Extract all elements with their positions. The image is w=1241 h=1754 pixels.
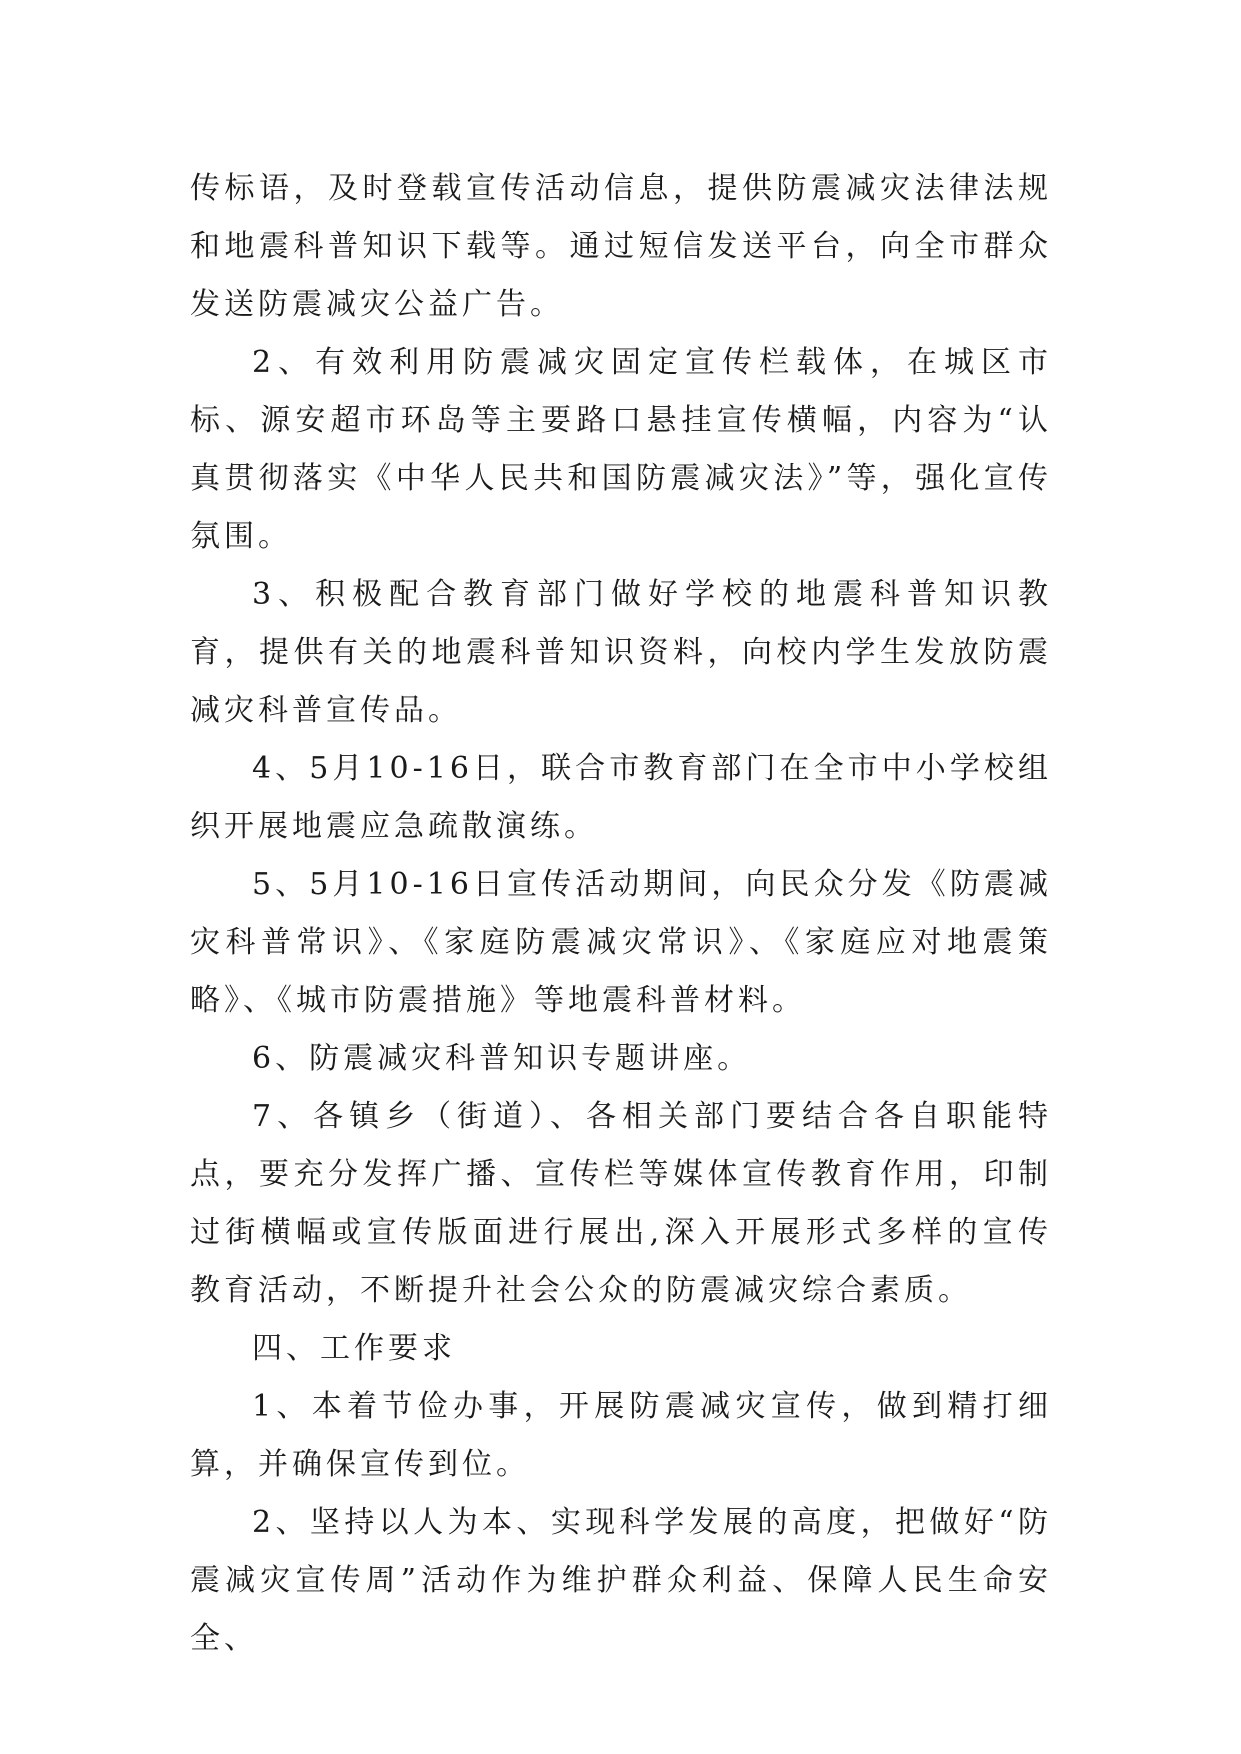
paragraph-item-7-departments: 7、各镇乡（街道）、各相关部门要结合各自职能特点，要充分发挥广播、宣传栏等媒体宣传教育作用，印制过街横幅或宣传版面进行展出,深入开展形式多样的宣传教育活动，不断提升社会公众的防震减灾综合素质。 — [190, 1099, 1052, 1308]
paragraph-item-5-materials: 5、5月10-16日宣传活动期间，向民众分发《防震减灾科普常识》、《家庭防震减灾常识》、《家庭应对地震策略》、《城市防震措施》等地震科普材料。 — [190, 867, 1052, 1018]
paragraph-item-3-schools: 3、积极配合教育部门做好学校的地震科普知识教育，提供有关的地震科普知识资料，向校内学生发放防震减灾科普宣传品。 — [190, 577, 1052, 728]
paragraph-item-4-drill: 4、5月10-16日，联合市教育部门在全市中小学校组织开展地震应急疏散演练。 — [190, 751, 1052, 844]
paragraph-requirement-1: 1、本着节俭办事，开展防震减灾宣传，做到精打细算，并确保宣传到位。 — [190, 1389, 1052, 1482]
document-body — [190, 160, 1052, 1668]
paragraph-continuation: 传标语，及时登载宣传活动信息，提供防震减灾法律法规和地震科普知识下载等。通过短信发送平台，向全市群众发送防震减灾公益广告。 — [190, 171, 1052, 322]
section-heading-work-requirements: 四、工作要求 — [252, 1331, 456, 1366]
paragraph-item-6-lecture: 6、防震减灾科普知识专题讲座。 — [252, 1041, 752, 1076]
paragraph-requirement-2: 2、坚持以人为本、实现科学发展的高度，把做好“防震减灾宣传周”活动作为维护群众利益、保障人民生命安全、 — [190, 1505, 1052, 1656]
paragraph-item-2-banners: 2、有效利用防震减灾固定宣传栏载体，在城区市标、源安超市环岛等主要路口悬挂宣传横幅，内容为“认真贯彻落实《中华人民共和国防震减灾法》”等，强化宣传氛围。 — [190, 345, 1052, 554]
